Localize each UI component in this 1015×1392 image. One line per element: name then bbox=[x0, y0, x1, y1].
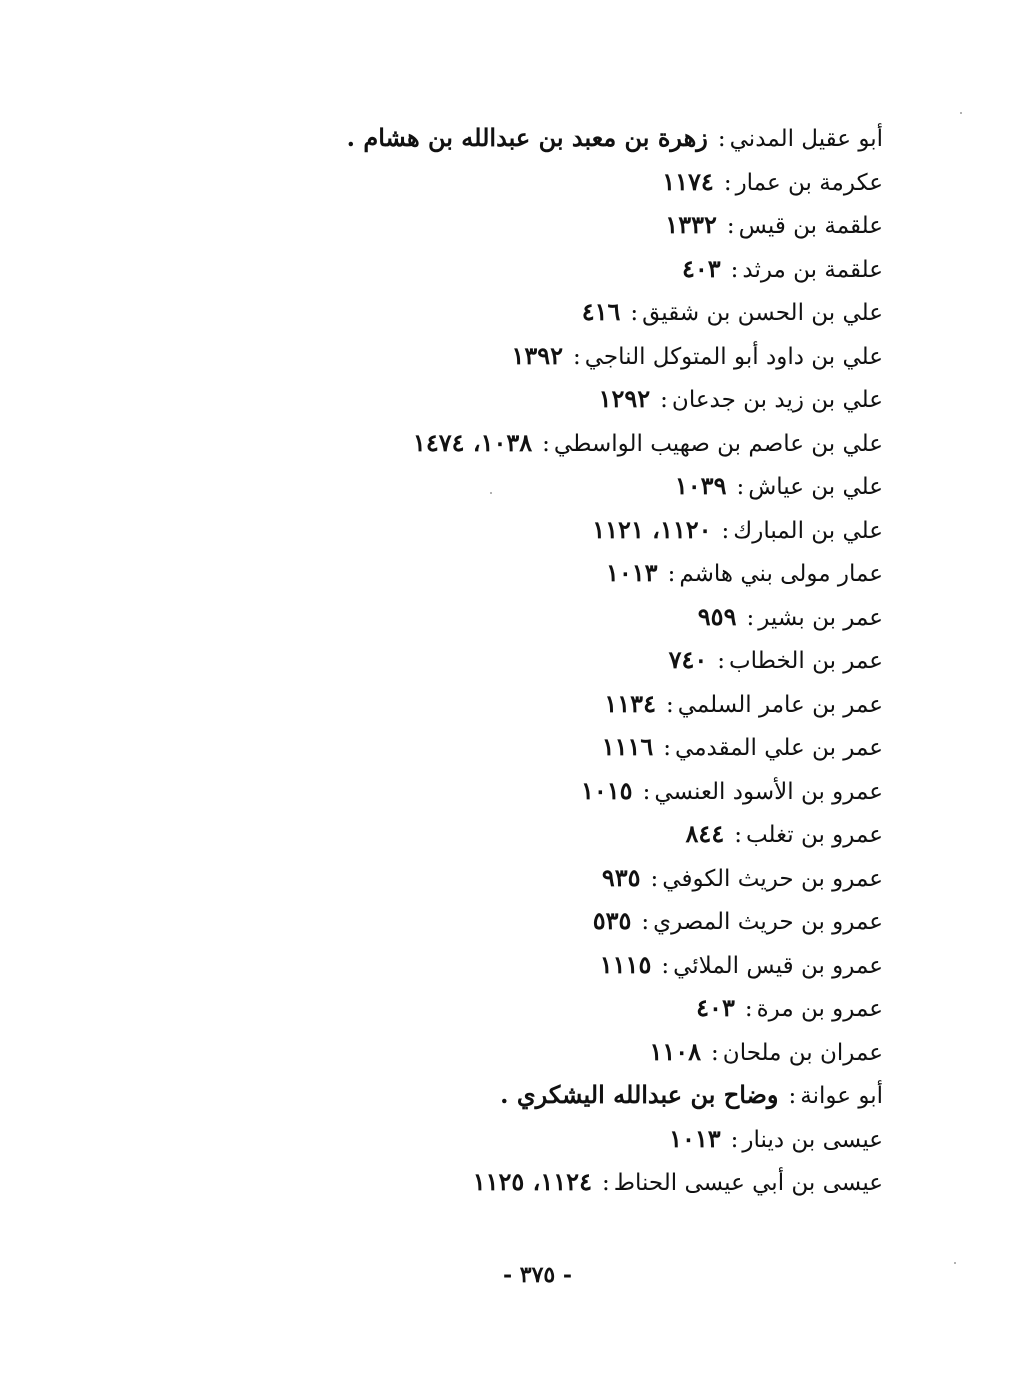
index-entry bbox=[283, 508, 883, 552]
entry-separator: : bbox=[717, 648, 725, 674]
entry-separator: : bbox=[650, 865, 659, 892]
entry-page-refs: ٧٤٠ bbox=[668, 645, 708, 674]
entry-separator: : bbox=[542, 430, 550, 457]
entry-separator: : bbox=[788, 1083, 797, 1109]
entry-name: عمر بن بشير bbox=[758, 604, 883, 631]
entry-page-refs: ١٣٣٢ bbox=[665, 210, 717, 239]
entry-name: عمرو بن حريث الكوفي bbox=[662, 865, 883, 892]
entry-name: عمرو بن تغلب bbox=[745, 822, 883, 848]
entry-separator: : bbox=[630, 300, 639, 326]
index-entry bbox=[283, 638, 883, 682]
entry-separator: : bbox=[736, 474, 745, 500]
entry-separator: : bbox=[711, 1039, 719, 1066]
scan-speck bbox=[960, 112, 962, 114]
entry-separator: : bbox=[730, 1126, 739, 1153]
entry-name: عمر بن الخطاب bbox=[728, 648, 883, 674]
index-entry bbox=[283, 1073, 883, 1117]
entry-page-refs: ٩٥٩ bbox=[697, 601, 737, 631]
entry-name: علقمة بن مرثد bbox=[742, 256, 883, 283]
index-entry bbox=[283, 247, 883, 291]
index-entry bbox=[283, 1030, 883, 1074]
index-entry bbox=[283, 1117, 883, 1161]
entry-separator: : bbox=[723, 169, 732, 196]
entry-name: عمرو بن حريث المصري bbox=[653, 909, 883, 935]
entry-name: عمرو بن قيس الملائي bbox=[673, 952, 883, 979]
entry-name: عمار مولى بني هاشم bbox=[679, 561, 883, 587]
entry-page-refs: ٤٠٣ bbox=[681, 253, 721, 283]
index-entry-list bbox=[283, 116, 883, 1204]
entry-separator: : bbox=[601, 1170, 610, 1196]
entry-page-refs: ١٠١٣ bbox=[669, 1123, 721, 1153]
index-entry bbox=[283, 377, 883, 421]
index-entry bbox=[283, 899, 883, 943]
entry-separator: : bbox=[573, 343, 581, 370]
entry-separator: : bbox=[746, 604, 755, 631]
entry-separator: : bbox=[721, 517, 730, 544]
entry-name: عيسى بن دينار bbox=[742, 1126, 883, 1153]
entry-name: علي بن المبارك bbox=[733, 517, 883, 544]
entry-separator: : bbox=[665, 691, 674, 718]
entry-page-refs: ٨٤٤ bbox=[685, 819, 725, 848]
entry-name: علي بن عياش bbox=[748, 474, 883, 500]
entry-name: عمرو بن مرة bbox=[756, 996, 883, 1022]
index-entry bbox=[283, 986, 883, 1030]
entry-page-refs: ٤١٦ bbox=[581, 297, 621, 326]
entry-name: عمر بن عامر السلمي bbox=[677, 691, 883, 718]
index-entry bbox=[283, 116, 883, 160]
index-entry bbox=[283, 725, 883, 769]
entry-separator: : bbox=[661, 952, 670, 979]
page-number: - ٣٧٥ - bbox=[502, 1262, 573, 1288]
entry-separator: : bbox=[717, 126, 726, 152]
entry-name: عمر بن علي المقدمي bbox=[675, 735, 883, 761]
scan-speck bbox=[490, 492, 492, 494]
entry-page-refs: ١١٢٠، ١١٢١ bbox=[592, 514, 712, 544]
entry-page-refs: ١١٢٤، ١١٢٥ bbox=[472, 1167, 592, 1196]
entry-name: أبو عقيل المدني bbox=[729, 126, 883, 152]
entry-name: علي بن داود أبو المتوكل الناجي bbox=[584, 343, 883, 370]
entry-separator: : bbox=[744, 996, 753, 1022]
index-entry bbox=[283, 943, 883, 987]
index-entry bbox=[283, 769, 883, 813]
scan-speck bbox=[954, 1262, 956, 1264]
entry-separator: : bbox=[726, 213, 735, 239]
index-entry bbox=[283, 464, 883, 508]
entry-name: علي بن الحسن بن شقيق bbox=[642, 300, 883, 326]
entry-name: عكرمة بن عمار bbox=[735, 169, 883, 196]
entry-separator: : bbox=[663, 735, 672, 761]
entry-page-refs: ١٠٣٨، ١٤٧٤ bbox=[412, 427, 533, 457]
entry-separator: : bbox=[667, 561, 676, 587]
entry-page-refs: ١٠٣٩ bbox=[674, 471, 727, 500]
entry-name: عيسى بن أبي عيسى الحناط bbox=[613, 1170, 883, 1196]
index-entry bbox=[283, 290, 883, 334]
index-entry bbox=[283, 203, 883, 247]
entry-separator: : bbox=[642, 778, 651, 805]
entry-page-refs: ٤٠٣ bbox=[696, 993, 735, 1022]
entry-separator: : bbox=[734, 822, 742, 848]
entry-page-refs: ١٠١٣ bbox=[606, 558, 658, 587]
entry-page-refs: ١١٧٤ bbox=[662, 166, 714, 196]
entry-separator: : bbox=[730, 256, 739, 283]
entry-page-refs: ١١١٥ bbox=[599, 949, 652, 979]
index-entry bbox=[283, 856, 883, 900]
entry-name: أبو عوانة bbox=[800, 1083, 883, 1109]
entry-name: علقمة بن قيس bbox=[738, 213, 883, 239]
entry-page-refs: ١١١٦ bbox=[601, 732, 654, 761]
index-entry bbox=[283, 334, 883, 378]
index-entry bbox=[283, 812, 883, 856]
entry-page-refs: ١٢٩٢ bbox=[598, 384, 651, 413]
entry-page-refs: وضاح بن عبدالله اليشكري . bbox=[500, 1080, 779, 1109]
entry-page-refs: ١٣٩٢ bbox=[511, 340, 563, 370]
entry-page-refs: ١١٠٨ bbox=[649, 1036, 702, 1066]
entry-page-refs: ١١٣٤ bbox=[604, 688, 656, 718]
index-entry bbox=[283, 595, 883, 639]
entry-page-refs: زهرة بن معبد بن عبدالله بن هشام . bbox=[346, 123, 708, 152]
index-entry bbox=[283, 160, 883, 204]
entry-name: عمرو بن الأسود العنسي bbox=[654, 778, 883, 805]
entry-page-refs: ١٠١٥ bbox=[581, 775, 633, 805]
entry-separator: : bbox=[660, 387, 668, 413]
index-entry bbox=[283, 421, 883, 465]
index-entry bbox=[283, 682, 883, 726]
entry-name: عمران بن ملحان bbox=[722, 1039, 883, 1066]
index-entry bbox=[283, 551, 883, 595]
entry-page-refs: ٥٣٥ bbox=[592, 906, 632, 935]
entry-name: علي بن زيد بن جدعان bbox=[671, 387, 883, 413]
entry-name: علي بن عاصم بن صهيب الواسطي bbox=[553, 430, 883, 457]
entry-separator: : bbox=[641, 909, 650, 935]
index-entry bbox=[283, 1160, 883, 1204]
entry-page-refs: ٩٣٥ bbox=[601, 862, 641, 892]
